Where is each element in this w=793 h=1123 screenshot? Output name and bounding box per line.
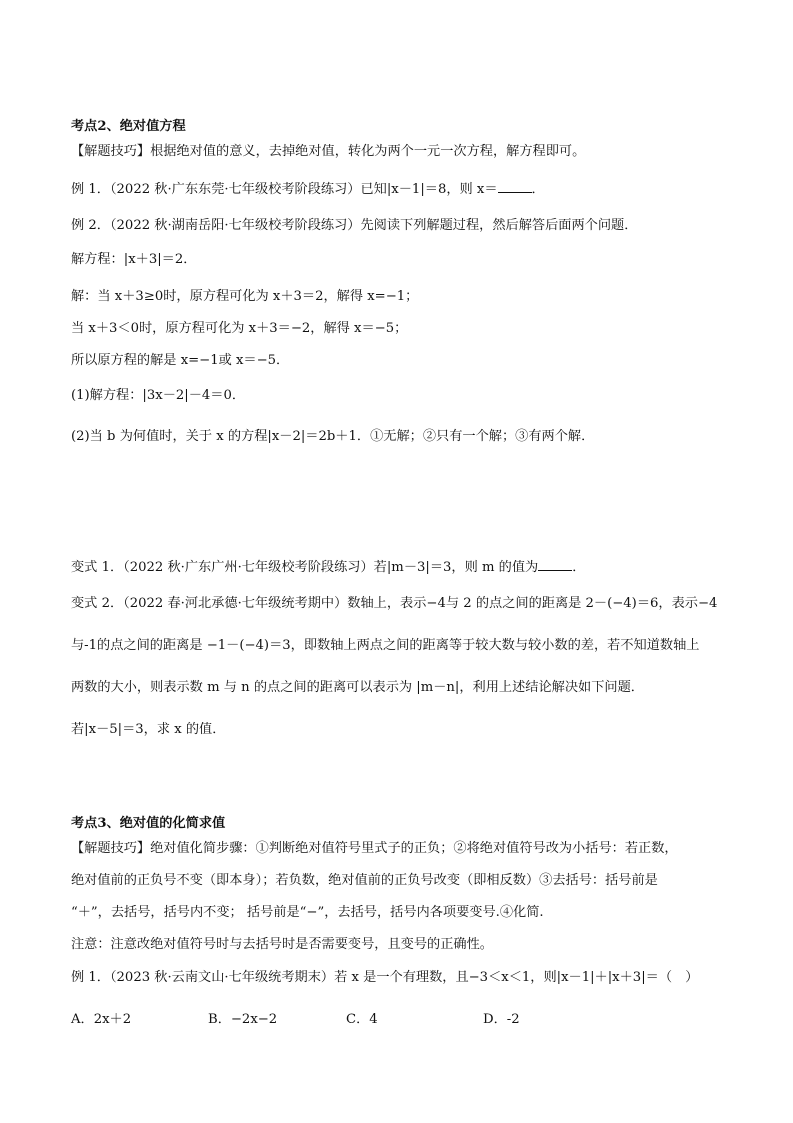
solve-equation: 解方程：|x＋3|＝2． bbox=[71, 252, 197, 267]
variant-1-end: ． bbox=[572, 560, 586, 575]
variant-1 bbox=[71, 558, 585, 577]
answer-blank bbox=[498, 180, 532, 193]
example-1-end: ． bbox=[531, 182, 545, 197]
section3-title: 考点3、绝对值的化简求值 bbox=[71, 816, 226, 831]
variant-2-line-3: 两数的大小，则表示数 m 与 n 的点之间的距离可以表示为 |m－n|，利用上述结论解决如下问题． bbox=[71, 680, 644, 695]
variant-2-question: 若|x－5|＝3，求 x 的值． bbox=[71, 722, 226, 737]
solution-line-3: 所以原方程的解是 x=−1或 x＝−5． bbox=[71, 353, 290, 368]
question-1: (1)解方程：|3x－2|－4＝0． bbox=[71, 388, 246, 403]
example-1-text: 例 1．（2022 秋·广东东莞·七年级校考阶段练习）已知|x－1|＝8，则 x＝ bbox=[71, 182, 498, 197]
section3-example-1: 例 1．（2023 秋·云南文山·七年级统考期末）若 x 是一个有理数，且−3＜x＜1，则|x－1|＋|x＋3|＝（ ） bbox=[71, 970, 699, 985]
option-b: B．−2x−2 bbox=[208, 1012, 278, 1027]
example-2: 例 2．（2022 秋·湖南岳阳·七年级校考阶段练习）先阅读下列解题过程，然后解答后面两个问题． bbox=[71, 218, 638, 233]
option-a: A．2x＋2 bbox=[71, 1012, 132, 1027]
section3-tip-line-3: “＋”，去括号，括号内不变； 括号前是“−”，去括号，括号内各项要变号.④化简. bbox=[71, 905, 544, 920]
section3-tip-line-2: 绝对值前的正负号不变（即本身）；若负数，绝对值前的正负号改变（即相反数）③去括号：括号前是 bbox=[71, 873, 658, 888]
solution-line-2: 当 x＋3＜0时，原方程可化为 x＋3＝−2，解得 x＝−5； bbox=[71, 321, 408, 336]
variant-2-line-1: 变式 2．（2022 春·河北承德·七年级统考期中）数轴上，表示−4与 2 的点之间的距离是 2－(−4)＝6，表示−4 bbox=[71, 596, 718, 611]
variant-1-text: 变式 1．（2022 秋·广东广州·七年级校考阶段练习）若|m－3|＝3，则 m 的值为 bbox=[71, 560, 539, 575]
answer-blank bbox=[538, 558, 572, 571]
option-c: C．4 bbox=[346, 1012, 378, 1027]
example-1 bbox=[71, 180, 545, 199]
section2-title: 考点2、绝对值方程 bbox=[71, 119, 186, 134]
question-2: (2)当 b 为何值时，关于 x 的方程|x－2|＝2b＋1．①无解；②只有一个解；③有两个解． bbox=[71, 429, 595, 444]
solution-line-1: 解：当 x＋3≥0时，原方程可化为 x＋3＝2，解得 x=−1； bbox=[71, 289, 419, 304]
section3-tip-line-1: 【解题技巧】绝对值化简步骤：①判断绝对值符号里式子的正负；②将绝对值符号改为小括号：若正数， bbox=[71, 841, 678, 856]
section2-tip: 【解题技巧】根据绝对值的意义，去掉绝对值，转化为两个一元一次方程，解方程即可。 bbox=[71, 144, 586, 159]
option-d: D．-2 bbox=[483, 1012, 520, 1027]
section3-note: 注意：注意改绝对值符号时与去括号时是否需要变号，且变号的正确性。 bbox=[71, 937, 493, 952]
variant-2-line-2: 与-1的点之间的距离是 −1－(−4)＝3，即数轴上两点之间的距离等于较大数与较小数的差，若不知道数轴上 bbox=[71, 638, 700, 653]
